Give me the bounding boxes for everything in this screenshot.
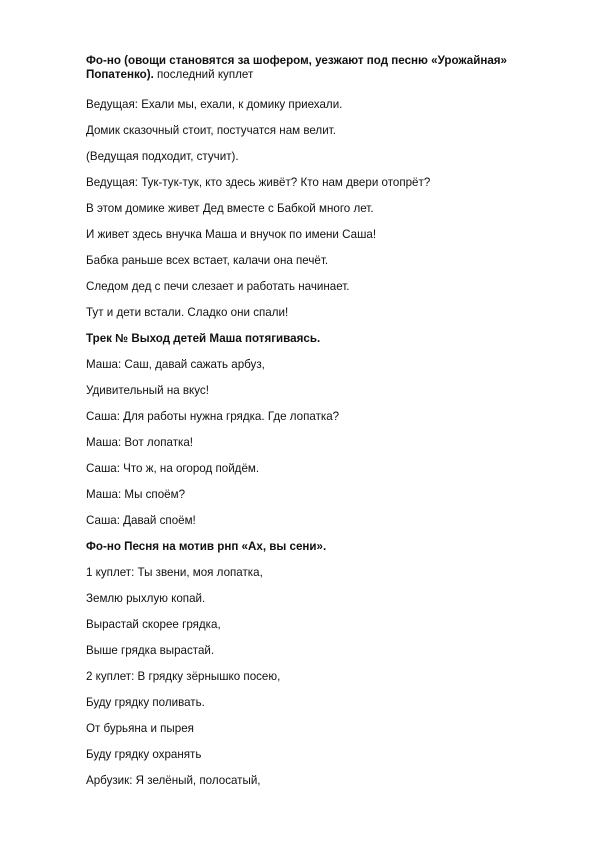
- normal-text: Буду грядку охранять: [86, 748, 202, 761]
- normal-text: И живет здесь внучка Маша и внучок по имени Саша!: [86, 228, 377, 241]
- paragraph: [86, 124, 546, 138]
- normal-text: Удивительный на вкус!: [86, 384, 209, 397]
- normal-text: Маша: Саш, давай сажать арбуз,: [86, 358, 265, 371]
- paragraph: [86, 254, 546, 268]
- normal-text: Арбузик: Я зелёный, полосатый,: [86, 774, 261, 787]
- normal-text: Саша: Что ж, на огород пойдём.: [86, 462, 260, 475]
- paragraph: [86, 436, 546, 450]
- bold-text: Фо-но (овощи становятся за шофером, уезжают под песню «Урожайная»: [86, 54, 508, 67]
- paragraph: [86, 748, 546, 762]
- bold-text: Попатенко).: [86, 68, 154, 81]
- paragraph: [86, 514, 546, 528]
- paragraph: [86, 280, 546, 294]
- normal-text: Буду грядку поливать.: [86, 696, 205, 709]
- paragraph: [86, 670, 546, 684]
- paragraph: [86, 358, 546, 372]
- normal-text: (Ведущая подходит, стучит).: [86, 150, 239, 163]
- normal-text: 1 куплет: Ты звени, моя лопатка,: [86, 566, 263, 579]
- paragraph: [86, 150, 546, 164]
- normal-text: От бурьяна и пырея: [86, 722, 194, 735]
- normal-text: Маша: Мы споём?: [86, 488, 186, 501]
- normal-text: Домик сказочный стоит, постучатся нам велит.: [86, 124, 336, 137]
- paragraph: [86, 306, 546, 320]
- paragraph-track-heading: [86, 332, 546, 346]
- normal-text: Саша: Для работы нужна грядка. Где лопатка?: [86, 410, 340, 423]
- paragraph: [86, 384, 546, 398]
- paragraph: [86, 566, 546, 580]
- normal-text: Выше грядка вырастай.: [86, 644, 215, 657]
- normal-text: 2 куплет: В грядку зёрнышко посею,: [86, 670, 281, 683]
- paragraph: [86, 462, 546, 476]
- normal-text: Землю рыхлую копай.: [86, 592, 206, 605]
- paragraph: [86, 592, 546, 606]
- normal-text: В этом домике живет Дед вместе с Бабкой много лет.: [86, 202, 374, 215]
- paragraph-stage-direction: [86, 68, 546, 82]
- paragraph: [86, 98, 546, 112]
- normal-text: Вырастай скорее грядка,: [86, 618, 221, 631]
- paragraph-stage-direction: [86, 54, 546, 68]
- paragraph: [86, 644, 546, 658]
- normal-text: Маша: Вот лопатка!: [86, 436, 194, 449]
- paragraph: [86, 696, 546, 710]
- paragraph: [86, 176, 546, 190]
- paragraph: [86, 228, 546, 242]
- paragraph: [86, 774, 546, 788]
- bold-text: Трек № Выход детей Маша потягиваясь.: [86, 332, 321, 345]
- paragraph: [86, 618, 546, 632]
- normal-text: Ведущая: Ехали мы, ехали, к домику приехали.: [86, 98, 343, 111]
- paragraph: [86, 488, 546, 502]
- normal-text: последний куплет: [153, 68, 254, 81]
- normal-text: Бабка раньше всех встает, калачи она печёт.: [86, 254, 329, 267]
- paragraph: [86, 202, 546, 216]
- normal-text: Саша: Давай споём!: [86, 514, 196, 527]
- bold-text: Фо-но Песня на мотив рнп «Ах, вы сени».: [86, 540, 327, 553]
- normal-text: Ведущая: Тук-тук-тук, кто здесь живёт? Кто нам двери отопрёт?: [86, 176, 431, 189]
- normal-text: Следом дед с печи слезает и работать начинает.: [86, 280, 350, 293]
- normal-text: Тут и дети встали. Сладко они спали!: [86, 306, 289, 319]
- paragraph: [86, 410, 546, 424]
- paragraph-track-heading: [86, 540, 546, 554]
- paragraph: [86, 722, 546, 736]
